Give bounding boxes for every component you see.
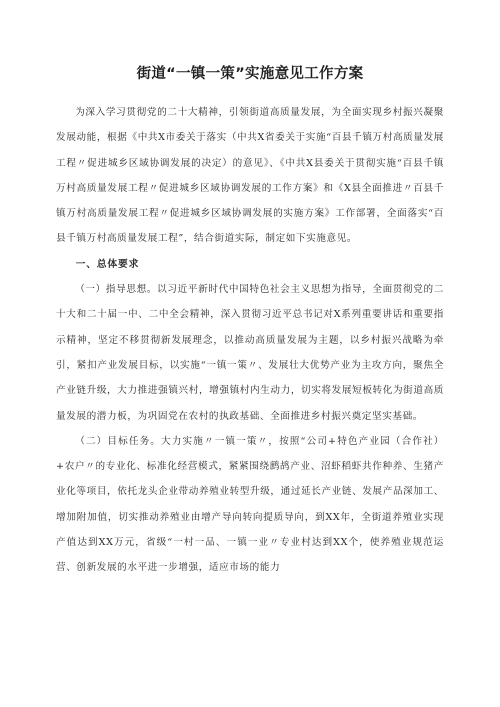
guiding-ideology-paragraph: （一）指导思想。以习近平新时代中国特色社会主义思想为指导，全面贯彻党的二十大和二十届一中、二中全会精神，深入贯彻习近平总书记对X系列重要讲话和重要指示精神，坚定不移贯彻新发展理念，以推动高质量发展为主题，以乡村振兴战略为牵引，紧扣产业发展目标，以实施“一镇一策〃、发展壮大优势产业为主攻方向，聚焦全产业链升级，大力推进强镇兴村，增强镇村内生动力，切实将发展短板转化为街道高质量发展的潜力板，为巩固党在农村的执政基础、全面推进乡村振兴奠定坚实基础。: [56, 284, 444, 422]
document-title: 街道“一镇一策”实施意见工作方案: [136, 66, 364, 82]
target-tasks-paragraph: （二）目标任务。大力实施〃一镇一策〃，按照“公司+特色产业园（合作社）+农户〃的专业化、标准化经营模式，紧紧围绕鹧鸪产业、沼虾稻虾共作种养、生猪产业化等项目，依托龙头企业带动养殖业转型升级，通过延长产业链、发展产品深加工、增加附加值，切实推动养殖业由增产导向转向提质导向，到XX年，全街道养殖业实现产值达到XX万元，省级“一村一品、一镇一业〃专业村达到XX个，使养殖业规范运营、创新发展的水平进一步增强，适应市场的能力: [56, 435, 444, 574]
intro-paragraph: 为深入学习贯彻党的二十大精神，引领街道高质量发展，为全面实现乡村振兴凝聚发展动能，根据《中共X市委关于落实（中共X省委关于实施“百县千镇万村高质量发展工程〃促进城乡区域协调发展的决定）的意见》、《中共X县委关于贯彻实施“百县千镇万村高质量发展工程〃促进城乡区域协调发展的工作方案》和《X县全面推进〃百县千镇万村高质量发展工程〃促进城乡区域协调发展的实施方案》工作部署，全面落实“百县千镇万村高质量发展工程”，结合街道实际，制定如下实施意见。: [56, 107, 444, 245]
section-heading-general-requirements: 一、总体要求: [75, 258, 140, 270]
